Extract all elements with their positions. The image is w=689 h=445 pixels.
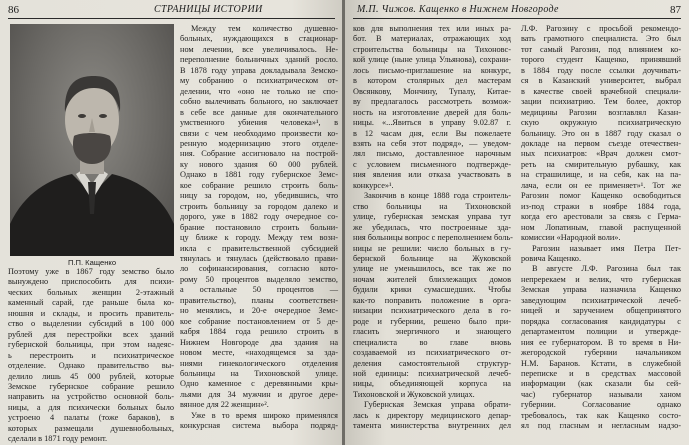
text-line: специалиста во главе вновь — [353, 337, 511, 347]
text-line: ночам жителей близлежащих домов — [353, 274, 511, 284]
text-line: ном лечении, все увеличивалось. Не- — [180, 44, 338, 54]
text-line: льями для 34 мужчин и другое дере- — [180, 389, 338, 399]
text-line: строить больницу за городом далеко и — [180, 201, 338, 211]
text-line: икла с правительственной субсидией — [180, 243, 338, 253]
text-line: ял под гласным и негласным надзо- — [521, 421, 681, 431]
text-line: тамента министерства внутренних дел — [353, 421, 511, 431]
left-running-title: СТРАНИЦЫ ИСТОРИИ — [154, 4, 263, 15]
text-line: ном Лопатиным, главой распущенной — [521, 222, 681, 232]
text-line: В 1878 году управа докладывала Земско- — [180, 65, 338, 75]
text-line: ницы, а для психически больных было — [8, 402, 174, 412]
text-line: зации психиатрию. Тем более, доктор — [521, 97, 681, 107]
text-line: ческих больных женщин 2-этажный — [8, 287, 174, 297]
text-line: сделали в 1871 году ремонт. — [8, 434, 108, 444]
text-line: лял письмо, доставленное нарочным — [353, 149, 511, 159]
text-line: Уже в то время широко применялся — [191, 410, 338, 420]
text-line: улице, губернская земская управа тут — [353, 212, 511, 222]
text-line: рому 50 процентов выделяло земство, — [180, 274, 338, 284]
text-line: Закончив в конце 1888 года строитель- — [364, 191, 511, 201]
text-line: в качестве своей врачебной специали- — [521, 86, 681, 96]
text-line: переполнение больничных зданий росло. — [180, 55, 338, 65]
text-line: Нижнем Новгороде два здания на — [180, 337, 338, 347]
text-line: кабря 1884 года решило строить в — [180, 327, 338, 337]
text-line: ницы. «...Явиться в управу 9.02.87 г. — [353, 118, 511, 128]
text-line: в котором столярных дел мастерам — [353, 76, 511, 86]
text-line: Между тем количество душевно- — [191, 24, 338, 33]
left-running-head — [8, 0, 335, 21]
text-line: час) губернатор называли ханом — [521, 389, 681, 399]
text-line: Однако в 1881 году губернское Земс- — [180, 170, 338, 180]
text-line: ния явления или отказа участвовать в — [353, 170, 511, 180]
text-line: лась к директору медицинского депар- — [353, 410, 511, 420]
text-line: ния ее губернатором. В то время в Ни- — [521, 337, 681, 347]
text-line: Земское губернское собрание решило — [8, 381, 174, 391]
text-line: департаментом полиции и утвержде- — [521, 327, 681, 337]
left-column-1 — [8, 267, 174, 445]
right-column-2 — [521, 24, 681, 432]
text-line: делении, что «оно не только не спо- — [180, 86, 338, 96]
text-line: кой улице (ныне улица Ульянова), сохрани- — [353, 55, 511, 65]
text-line: ку нового здания 60 000 рублей. — [180, 159, 338, 169]
text-line: цу ближе к городу. Между тем возн- — [180, 233, 338, 243]
text-line: ренную модернизацию этого отделе- — [180, 138, 338, 148]
text-line: низации психиатрического дела в го- — [353, 306, 511, 316]
text-line: тянулась и тянулась (действовало прави- — [180, 253, 338, 263]
text-line: брание постановило строить больни- — [180, 222, 338, 232]
text-line: ниями гинекологического отделения — [180, 358, 338, 368]
text-line: в 12 часам дня, если Вы пожелаете — [353, 128, 511, 138]
text-line: Н.М. Баранов. Кстати, в служебной — [521, 358, 681, 368]
text-line: ся в Казанский университет, выбрал — [521, 76, 681, 86]
text-line: Овсянкову, Мончину, Тупалу, Китае- — [353, 86, 511, 96]
text-line: Одно каменное с деревянными кры- — [180, 379, 338, 389]
text-line: ницы, объединяющей корпуса на — [353, 379, 511, 389]
right-running-head — [353, 0, 681, 21]
text-line: больницы на Тихоновской улице. — [180, 368, 338, 378]
text-line: создаваемой из психиатрического от- — [353, 348, 511, 358]
text-line: Земская управа назначила Кащенко — [521, 285, 681, 295]
text-line: конкурсная система выбора подряд- — [180, 421, 338, 431]
text-line: Рагозин называет имя Петра Пет- — [532, 243, 681, 253]
text-line: отделение. Однако правительство вы- — [8, 361, 174, 371]
text-line: а остальные 50 процентов — — [180, 285, 338, 295]
text-line: вянное для 22 женщин»². — [180, 400, 269, 410]
text-line: делило лишь 45 000 рублей, которые — [8, 371, 174, 381]
text-line: устроено 4 палаты (тоже бараков), в — [8, 413, 174, 423]
text-line: губернской больницы, при этом надеяс- — [8, 340, 174, 350]
text-line: медицины Рагозин возглавлял Казан- — [521, 107, 681, 117]
text-line: рублей для перестройки всех зданий — [8, 329, 174, 339]
text-line: бот. В материалах, отражающих ход — [353, 34, 511, 44]
text-line: каменный сарай, где раньше была ко- — [8, 298, 174, 308]
text-line: вынуждено приспособить для психи- — [8, 277, 174, 287]
text-line: требовалось, так как Кащенко состо- — [521, 410, 681, 420]
text-line: переписке и в средствах массовой — [521, 368, 681, 378]
text-line: ницы не решили: число больных в гу- — [353, 243, 511, 253]
text-line: информации (как сказали бы сей- — [521, 379, 681, 389]
text-line: когда его арестовали за связь с Герма- — [521, 212, 681, 222]
text-line: Поэтому уже в 1867 году земство было — [8, 267, 174, 276]
text-line: в 1884 году после ссылки доучивать- — [521, 65, 681, 75]
portrait-photo — [10, 24, 174, 256]
text-line: ность на изготовление дверей для боль- — [353, 107, 511, 117]
text-line: конкурсе»¹. — [353, 180, 394, 190]
text-line: ков для выполнения тех или иных ра- — [353, 24, 511, 33]
text-line: тот самый Рагозин, под влиянием ко- — [521, 44, 681, 54]
text-line: роде и губернии, решено было при- — [353, 316, 511, 326]
text-line: ло софинансирования, согласно кото- — [180, 264, 338, 274]
text-line: реть на смирительную рубашку, как — [521, 159, 681, 169]
text-line: с условием письменного подтвержде- — [353, 159, 511, 169]
left-head-rule — [8, 18, 335, 20]
text-line: которых размещали душевнобольных, — [8, 423, 174, 433]
right-head-rule — [353, 18, 681, 20]
text-line: ницей и заручением общепринятого — [521, 306, 681, 316]
left-page-number: 86 — [8, 4, 19, 16]
text-line: ных психиатров: «Врач должен смот- — [521, 149, 681, 159]
text-line: ь перестроить и психиатрическое — [8, 350, 174, 360]
portrait-figure-icon — [10, 24, 174, 256]
right-page-number: 87 — [670, 4, 681, 16]
text-line: Тихоновской и Жуковской улицах. — [353, 389, 475, 399]
text-line: скую окружную психиатрическую — [521, 118, 681, 128]
text-line: ву предлагалось рассмотреть возмож- — [353, 97, 511, 107]
text-line: комиссии «Народной воли». — [521, 233, 621, 243]
text-line: правительство), планы соответствен- — [180, 295, 338, 305]
text-line: ницу за городом, но, убедившись, что — [180, 191, 338, 201]
text-line: собно вылечивать больного, но заключает — [180, 97, 338, 107]
text-line: взять на себя этот подряд», — уведом- — [353, 138, 511, 148]
text-line: ной единицы: психиатрической лечеб- — [353, 368, 511, 378]
text-line: же убедилась, что построенные зда- — [353, 222, 511, 232]
text-line: в себе все данные для окончательного — [180, 107, 338, 117]
text-line: кое собрание решило строить боль- — [180, 180, 338, 190]
left-page — [0, 0, 343, 445]
text-line: губернии. Согласование однако — [521, 400, 681, 410]
text-line: на страшилище, и на себя, как на па- — [521, 170, 681, 180]
text-line: Л.Ф. Рагозину с просьбой рекомендо- — [521, 24, 681, 33]
text-line: умственного убиения человека»¹, в — [180, 118, 338, 128]
text-line: бернской больнице на Жуковской — [353, 253, 511, 263]
text-line: дорого, уже в 1882 году очередное со- — [180, 212, 338, 222]
text-line: лача, если он ее применяет»¹. Тот же — [521, 180, 681, 190]
text-line: деления самостоятельной структур- — [353, 358, 511, 368]
text-line: ровича Кащенко. — [521, 253, 582, 263]
text-line: связи с чем необходимо произвести ко- — [180, 128, 338, 138]
text-line: ство больницы на Тихоновской — [353, 201, 511, 211]
text-line: строительства больницы на Тихоновс- — [353, 44, 511, 54]
text-line: гласить энергичного и знающего — [353, 327, 511, 337]
portrait-caption: П.П. Кащенко — [67, 258, 117, 267]
text-line: как-то поправить положение в орга- — [353, 295, 511, 305]
text-line: направить на устройство основной боль- — [8, 392, 174, 402]
text-line: больных, нуждающихся в стационар- — [180, 34, 338, 44]
text-line: вать грамотного специалиста. Это был — [521, 34, 681, 44]
left-column-2 — [180, 24, 338, 432]
text-line: ния больницы вопрос с переполнением боль- — [353, 233, 513, 243]
text-line: непререкаем и велик, что губернская — [521, 274, 681, 284]
text-line: но менялись, и 20-е очередное Земс- — [180, 306, 338, 316]
right-page — [345, 0, 689, 445]
text-line: ство о выделении субсидий в 100 000 — [8, 319, 174, 329]
text-line: докладе на первом съезде отечествен- — [521, 138, 681, 148]
text-line: му собранию о психиатрическом от- — [180, 76, 338, 86]
text-line: Губернская Земская управа обрати- — [364, 400, 511, 410]
text-line: будили крики сумасшедших. Чтобы — [353, 285, 511, 295]
text-line: нюшня и склады, и просить правитель- — [8, 308, 174, 318]
text-line: улице не уменьшилось, все так же по — [353, 264, 511, 274]
text-line: торого студент Кащенко, принявший — [521, 55, 681, 65]
text-line: новом месте, «находящемся за зда- — [180, 348, 338, 358]
text-line: заведующим психиатрической лечеб- — [521, 295, 681, 305]
text-line: ния. Собрание ассигновало на построй- — [180, 149, 338, 159]
text-line: жегородской губернии начальником — [521, 348, 681, 358]
text-line: лось письмо-приглашение на конкурс, — [353, 65, 511, 75]
right-running-title: М.П. Чижов. Кащенко в Нижнем Новгороде — [357, 4, 559, 15]
right-column-1 — [353, 24, 511, 432]
text-line: кое собрание постановлением от 5 де- — [180, 316, 338, 326]
text-line: В августе Л.Ф. Рагозина был так — [532, 264, 681, 274]
text-line: больницу. Это он в 1887 году сказал о — [521, 128, 681, 138]
text-line: порядка согласования кандидатуры с — [521, 316, 681, 326]
text-line: Рагозин помог Кащенко освободиться — [521, 191, 681, 201]
text-line: из-под стражи в ноябре 1884 года, — [521, 201, 681, 211]
